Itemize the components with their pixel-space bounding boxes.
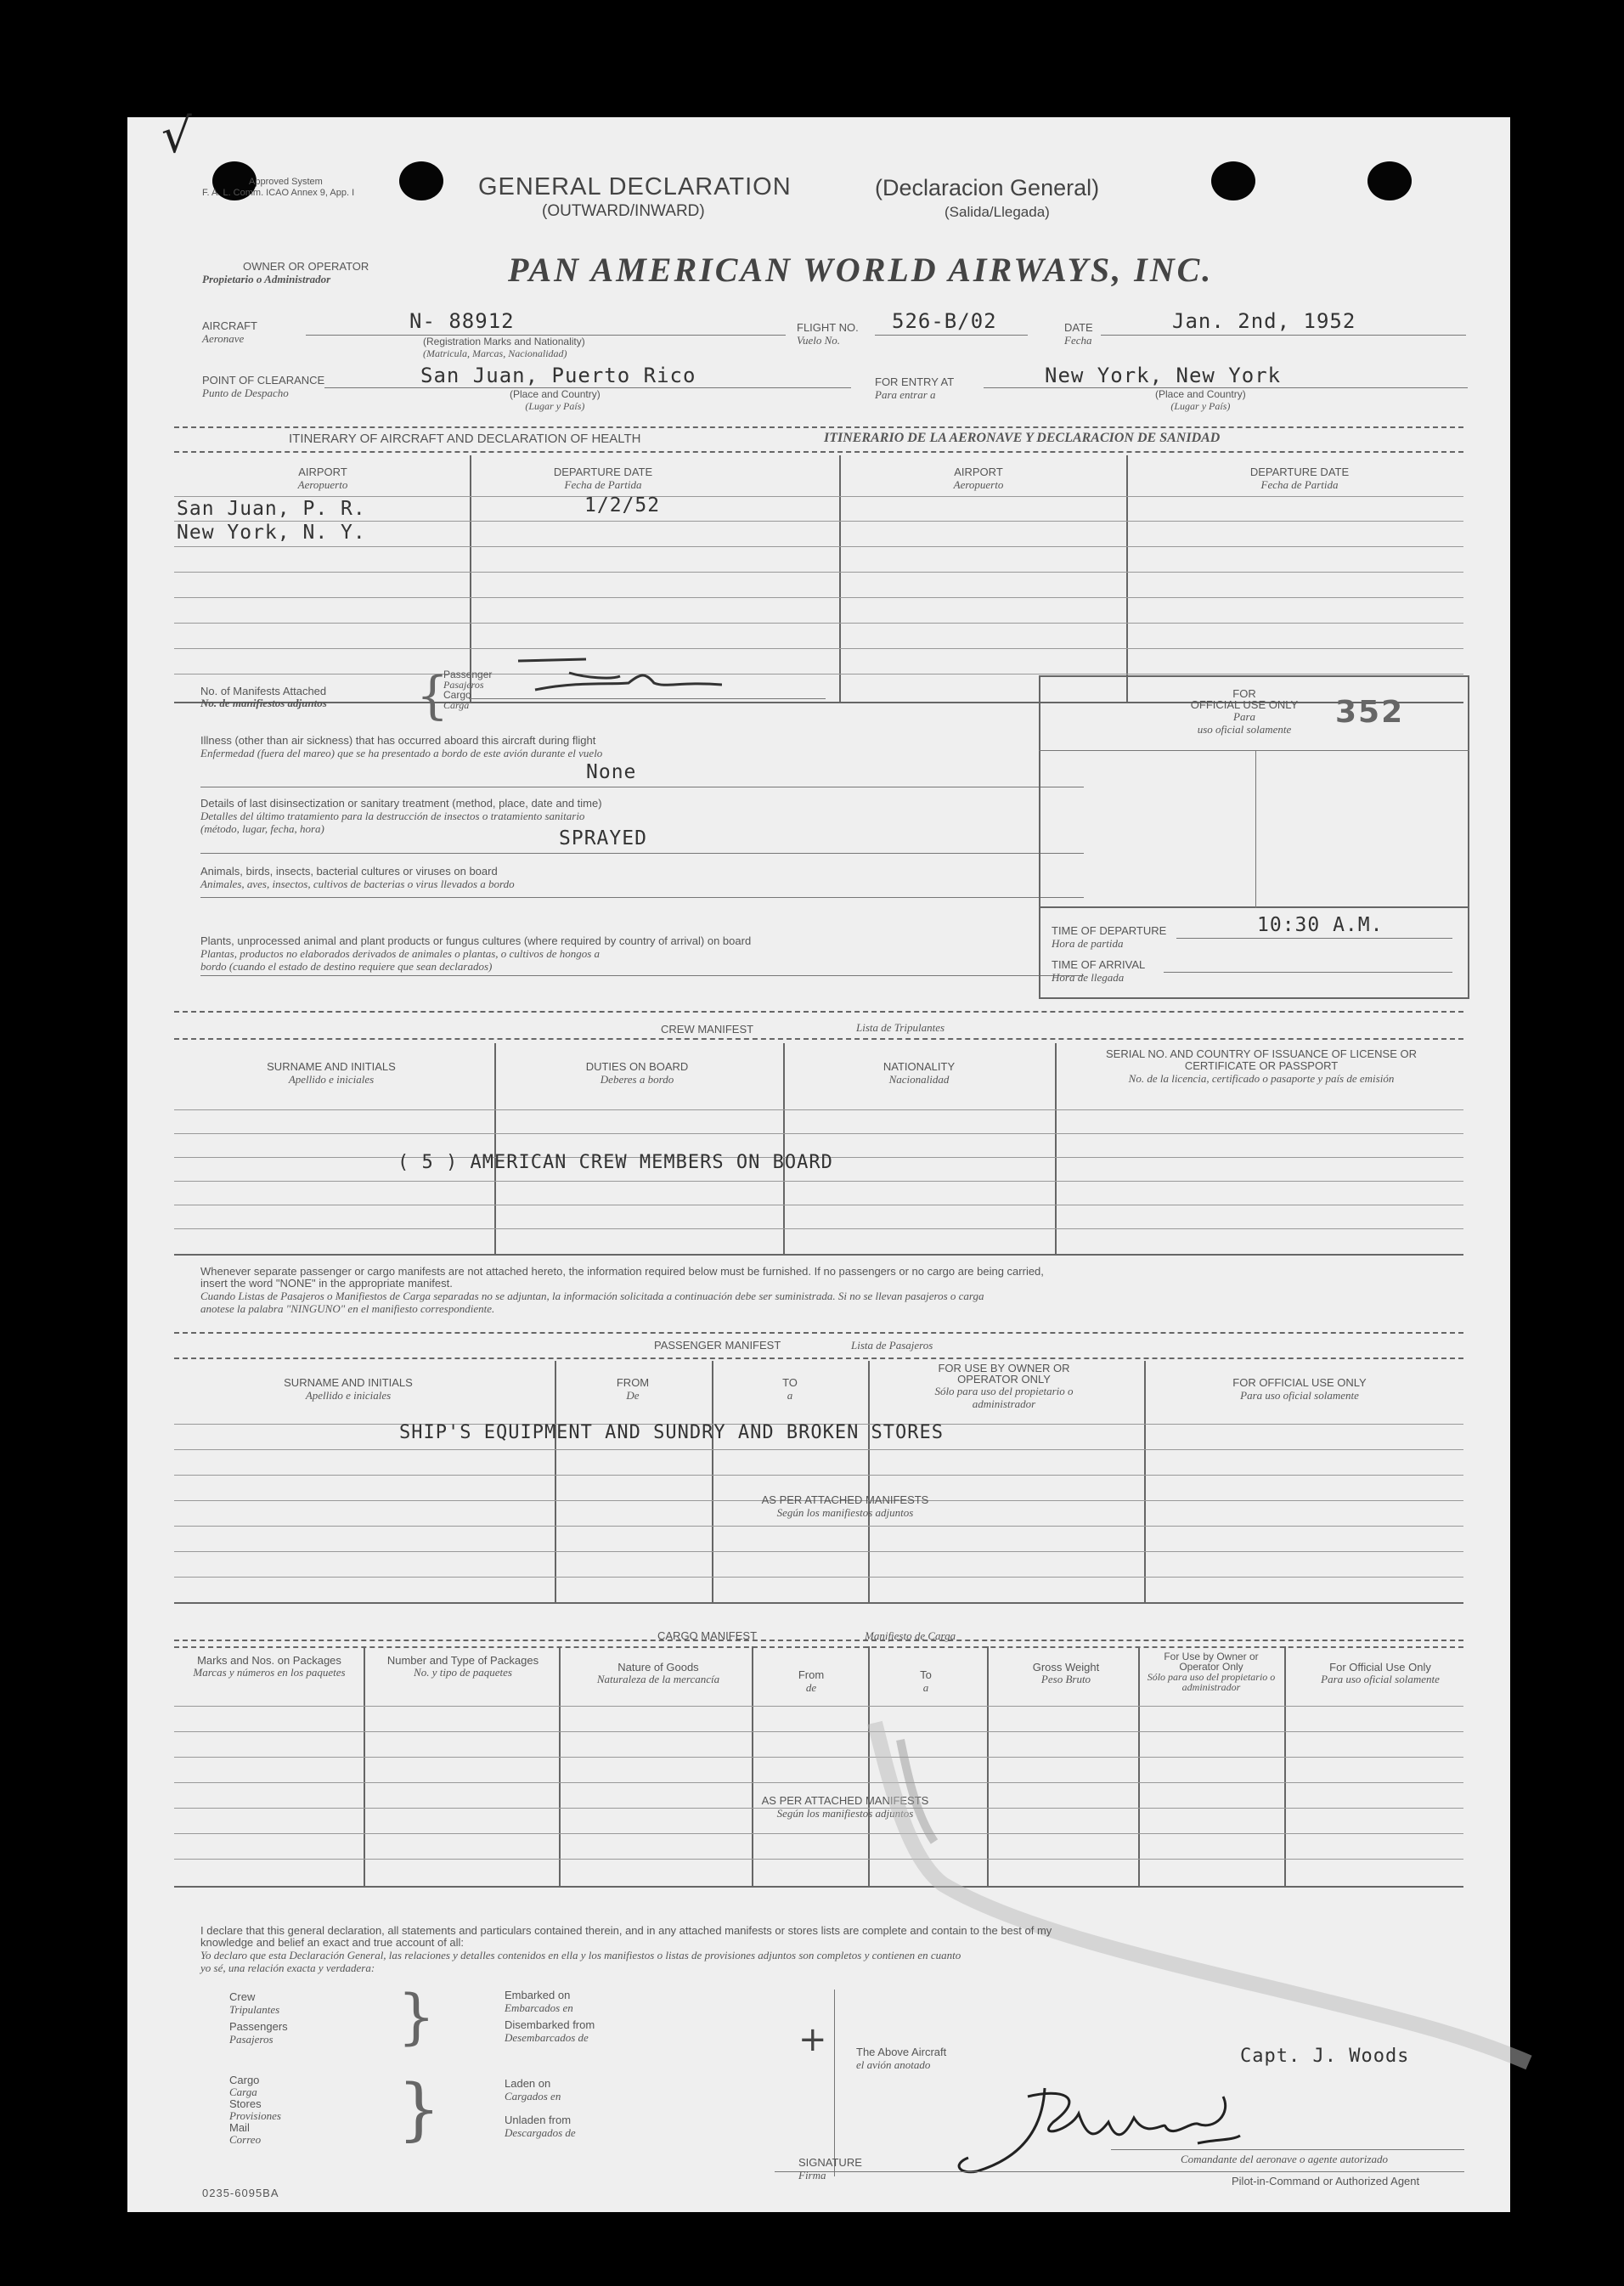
crew-col-duties: DUTIES ON BOARD Deberes a bordo [585, 1060, 689, 1086]
crew-col-serial: SERIAL NO. AND COUNTRY OF ISSUANCE OF LICENSE OR CERTIFICATE OR PASSPORT No. de la licencia, certificado o pasaporte y país de emisión [1106, 1047, 1417, 1085]
passenger-col-to: TO a [782, 1376, 798, 1402]
bracket: } [398, 2069, 441, 2148]
cargo-col-packages: Number and Type of Packages No. y tipo de paquetes [386, 1654, 539, 1679]
aircraft-value: N- 88912 [409, 309, 515, 333]
crew-manifest-header: CREW MANIFEST [661, 1023, 754, 1036]
owner-label: OWNER OR OPERATOR Propietario o Administrador [202, 260, 369, 285]
animals-label: Animals, birds, insects, bacterial cultures or viruses on board Animales, aves, insectos, cultivos de bacterias o virus llevados a bordo [200, 865, 515, 890]
manifest-notice: Whenever separate passenger or cargo manifests are not attached hereto, the information required below must be furnished. If no passengers or no cargo are being carried, insert the word "NONE" in the appropriate manifest. Cuando Listas de Pasajeros o Manifiestos de Carga separadas no se adjuntan, la información solicitada a continuación debe ser suministrada. Si no se llevan pasajeros o carga anotese la palabra "NINGUNO" en el manifiesto correspondiente. [200, 1265, 1044, 1315]
cargo-col-nature: Nature of Goods Naturaleza de la mercancía [596, 1661, 720, 1685]
manifests-kinds: Passenger Pasajeros Cargo Carga [443, 669, 493, 711]
form-title: GENERAL DECLARATION [478, 173, 792, 200]
arrival-time-label: TIME OF ARRIVAL Hora de llegada [1052, 958, 1146, 984]
summary-people: Crew Tripulantes Passengers Pasajeros [229, 1990, 288, 2046]
itinerary-col-airport-2: AIRPORT Aeropuerto [953, 466, 1004, 491]
cargo-manifest-header-spanish: Manifiesto de Carga [865, 1629, 956, 1642]
times-box [1039, 908, 1469, 999]
official-use-label: FOR OFFICIAL USE ONLY Para uso oficial solamente [1190, 687, 1299, 736]
summary-goods: Cargo Carga Stores Provisiones Mail Correo [229, 2074, 281, 2146]
aircraft-label: AIRCRAFT Aeronave [202, 319, 257, 345]
bracket: { [416, 666, 449, 725]
entry-value: New York, New York [1045, 364, 1282, 387]
plants-label: Plants, unprocessed animal and plant products or fungus cultures (where required by country of arrival) on board Plantas, productos no elaborados derivados de animales o plantas, o cultivos de hongos a bordo (cuando el estado de destino requiere que sean declarados) [200, 934, 752, 973]
flight-value: 526-B/02 [892, 309, 997, 333]
departure-time-label: TIME OF DEPARTURE Hora de partida [1052, 924, 1167, 950]
itinerary-header: ITINERARY OF AIRCRAFT AND DECLARATION OF HEALTH [289, 432, 641, 446]
above-aircraft-label: The Above Aircraft el avión anotado [856, 2046, 947, 2071]
form-number: 0235-6095BA [202, 2187, 279, 2199]
cross-mark: + [798, 2020, 827, 2059]
official-use-number: 352 [1335, 695, 1405, 730]
cargo-manifest-header: CARGO MANIFEST [657, 1629, 758, 1642]
passenger-col-owner-use: FOR USE BY OWNER OR OPERATOR ONLY Sólo para uso del propietario o administrador [934, 1362, 1074, 1410]
owner-value: PAN AMERICAN WORLD AIRWAYS, INC. [508, 251, 1214, 289]
disinsect-value: SPRAYED [559, 827, 647, 849]
cargo-col-weight: Gross Weight Peso Bruto [1032, 1661, 1100, 1685]
ink-smudge [858, 1689, 1537, 2080]
captain-name: Capt. J. Woods [1240, 2046, 1410, 2067]
form-subtitle-spanish: (Salida/Llegada) [945, 204, 1050, 220]
summary-embark: Embarked on Embarcados en Disembarked from Desembarcados de [505, 1989, 595, 2044]
passenger-entry: SHIP'S EQUIPMENT AND SUNDRY AND BROKEN STORES [399, 1422, 945, 1443]
crew-manifest-header-spanish: Lista de Tripulantes [856, 1021, 945, 1034]
disinsect-label: Details of last disinsectization or sanitary treatment (method, place, date and time) Detalles del último tratamiento para la destrucción de insectos o tratamiento sanitario (método, lugar, fecha, hora) [200, 797, 602, 835]
punch-hole [399, 161, 443, 200]
approved-system-label: Approved System F. A. L. Comm. ICAO Annex 9, App. I [202, 177, 355, 198]
pilot-in-command-label: Pilot-in-Command or Authorized Agent [1232, 2175, 1420, 2187]
clearance-value: San Juan, Puerto Rico [420, 364, 696, 387]
clearance-label: POINT OF CLEARANCE Punto de Despacho [202, 374, 325, 399]
passenger-attached-note: AS PER ATTACHED MANIFESTS Según los manifiestos adjuntos [761, 1493, 929, 1519]
passenger-col-from: FROM De [616, 1376, 650, 1402]
itinerary-col-airport: AIRPORT Aeropuerto [297, 466, 348, 491]
declaration-form: √ Approved System F. A. L. Comm. ICAO Annex 9, App. I GENERAL DECLARATION (Declaracion General) (OUTWARD/INWARD) (Salida/Llegada) OWNER OR OPERATOR Propietario o Administrador PAN AMERICAN WORLD AIRWAYS, INC. AIRCRAFT Aeronave N- 88912 (Registration Marks and Nationality) (Matricula, Marcas, Nacionalidad) FLIGHT NO. Vuelo No. 526-B/02 DATE Fecha Jan. 2nd, 1952 POINT OF CLEARANCE Punto de Despacho San Juan, Puerto Rico (Place and Country) (Lugar y País) FOR ENTRY AT Para entrar a New York, New York (Place and Country) (Lugar y País) ITINERARY OF AIRCRAFT AND DECLARATION OF HEALTH ITINERARIO DE LA AERONAVE Y DECLARACION DE SANIDAD AIRPORT Aeropuerto DEPARTURE DATE Fecha de Partida AIRPORT Aeropuerto DEPARTURE DATE Fecha de Partida San Juan, P. R. 1/2/52 New York, N. Y. No. of Manifests Attached No. de manifiestos adjuntos { Passenger Pasajeros Cargo Carga Illness (other than air sickness) that has occurred aboard this aircraft during flight Enfermedad (fuera del mareo) que se ha presentado a bordo de este avión durante el vuelo None Details of last disinsectization or sanitary treatment (method, place, date and time) Detalles del último tratamiento para la destrucción de insectos o tratamiento sanitario (método, lugar, fecha, hora) SPRAYED Animals, birds, insects, bacterial cultures or viruses on board Animales, aves, insectos, cultivos de bacterias o virus llevados a bordo Plants, unprocessed animal and plant products or fungus cultures (where required by country of arrival) on board Plantas, productos no elaborados derivados de animales o plantas, o cultivos de hongos a bordo (cuando el estado de destino requiere que sean declarados) FOR OFFICIAL USE ONLY Para uso oficial solamente 352 TIME OF DEPARTURE Hora de partida 10:30 A.M. TIME OF ARRIVAL Hora de llegada CREW MANIFEST Lista de Tripulantes SURNAME AND INITIALS Apellido e iniciales DUTIES ON BOARD Deberes a bordo NATIONALITY Nacionalidad SERIAL NO. AND COUNTRY OF ISSUANCE OF LICENSE OR CERTIFICATE OR PASSPORT No. de la licencia, certificado o pasaporte y país de emisión ( 5 ) AMERICAN CREW MEMBERS ON BOARD Whenever separate passenger or cargo manifests are not attached hereto, the information required below must be furnished. If no passengers or no cargo are being carried, insert the word "NONE" in the appropriate manifest. Cuando Listas de Pasajeros o Manifiestos de Carga separadas no se adjuntan, la información solicitada a continuación debe ser suministrada. Si no se llevan pasajeros o carga anotese la palabra "NINGUNO" en el manifiesto correspondiente. PASSENGER MANIFEST Lista de Pasajeros SURNAME AND INITIALS Apellido e iniciales FROM De TO a FOR USE BY OWNER OR OPERATOR ONLY Sólo para uso del propietario o administrador FOR OFFICIAL USE ONLY Para uso oficial solamente SHIP'S EQUIPMENT AND SUNDRY AND BROKEN STORES AS PER ATTACHED MANIFESTS Según los manifiestos adjuntos CARGO MANIFEST Manifiesto de Carga Marks and Nos. on Packages Marcas y números en los paquetes Number and Type of Packages No. y tipo de paquetes Nature of Goods Naturaleza de la mercancía From de To a Gross Weight Peso Bruto For Use by Owner or Operator Only Sólo para uso del propietario o administrador For Official Use Only Para uso oficial solamente AS PER ATTACHED MANIFESTS Según los manifiestos adjuntos I declare that this general declaration, all statements and particulars contained therein, and in any attached manifests or stores lists are complete and contain to the best of my knowledge and belief an exact and true account of all: Yo declaro que esta Declaración General, las relaciones y detalles contenidos en ella y los manifiestos o listas de provisiones adjuntos son completos y contienen en cuanto yo sé, una relación exacta y verdadera: Crew Tripulantes Passengers Pasajeros } Embarked on Embarcados en Disembarked from Desembarcados de Cargo Carga Stores Provisiones Mail Correo } Laden on Cargados en Unladen from Descargados de + The Above Aircraft el avión anotado Capt. J. Woods Comandante del aeronave o agente autorizado SIGNATURE Firma Pilot-in-Command or Authorized Agent 0235-6095BA [127, 117, 1510, 2212]
date-value: Jan. 2nd, 1952 [1172, 309, 1356, 333]
itinerary-row1-date: 1/2/52 [584, 494, 661, 516]
cargo-col-owner-use: For Use by Owner or Operator Only Sólo para uso del propietario o administrador [1147, 1651, 1276, 1693]
check-mark: √ [161, 109, 192, 164]
crew-col-nationality: NATIONALITY Nacionalidad [882, 1060, 956, 1086]
passenger-manifest-header-spanish: Lista de Pasajeros [851, 1339, 933, 1352]
passenger-col-official-use: FOR OFFICIAL USE ONLY Para uso oficial solamente [1232, 1376, 1367, 1402]
crew-entry: ( 5 ) AMERICAN CREW MEMBERS ON BOARD [398, 1152, 833, 1173]
itinerary-row1-airport: San Juan, P. R. [177, 498, 366, 520]
passenger-manifest-header: PASSENGER MANIFEST [654, 1339, 781, 1352]
pilot-in-command-label-spanish: Comandante del aeronave o agente autorizado [1181, 2153, 1388, 2165]
clearance-note: (Place and Country) (Lugar y País) [510, 388, 601, 412]
itinerary-header-spanish: ITINERARIO DE LA AERONAVE Y DECLARACION DE SANIDAD [824, 431, 1221, 445]
declaration-text: I declare that this general declaration, all statements and particulars contained therein, and in any attached manifests or stores lists are complete and contain to the best of my knowledge and belief an exact and true account of all: Yo declaro que esta Declaración General, las relaciones y detalles contenidos en ella y los manifiestos o listas de provisiones adjuntos son completos y contienen en cuanto yo sé, una relación exacta y verdadera: [200, 1924, 1052, 1974]
crew-col-surname: SURNAME AND INITIALS Apellido e iniciales [267, 1060, 396, 1086]
manifests-scribble [484, 647, 722, 698]
itinerary-col-date-2: DEPARTURE DATE Fecha de Partida [1249, 466, 1350, 491]
cargo-col-to: To a [920, 1668, 932, 1694]
illness-label: Illness (other than air sickness) that has occurred aboard this aircraft during flight Enfermedad (fuera del mareo) que se ha presentado a bordo de este avión durante el vuelo [200, 734, 603, 759]
cargo-attached-note: AS PER ATTACHED MANIFESTS Según los manifiestos adjuntos [761, 1794, 929, 1820]
itinerary-row2-airport: New York, N. Y. [177, 522, 366, 544]
form-subtitle: (OUTWARD/INWARD) [542, 202, 705, 220]
aircraft-note: (Registration Marks and Nationality) (Matricula, Marcas, Nacionalidad) [423, 336, 585, 359]
flight-label: FLIGHT NO. Vuelo No. [797, 321, 859, 347]
passenger-col-surname: SURNAME AND INITIALS Apellido e iniciales [284, 1376, 413, 1402]
summary-laden: Laden on Cargados en Unladen from Descargados de [505, 2077, 576, 2139]
signature-label: SIGNATURE Firma [798, 2156, 862, 2182]
entry-note: (Place and Country) (Lugar y País) [1155, 388, 1246, 412]
cargo-col-marks: Marks and Nos. on Packages Marcas y números en los paquetes [193, 1654, 346, 1679]
cargo-col-official-use: For Official Use Only Para uso oficial solamente [1321, 1661, 1440, 1685]
form-title-spanish: (Declaracion General) [875, 175, 1100, 200]
departure-time-value: 10:30 A.M. [1257, 914, 1384, 936]
date-label: DATE Fecha [1064, 321, 1093, 347]
itinerary-col-date: DEPARTURE DATE Fecha de Partida [553, 466, 653, 491]
illness-value: None [586, 761, 637, 783]
cargo-col-from: From de [798, 1668, 825, 1694]
punch-hole [1367, 161, 1412, 200]
bracket: } [398, 1982, 436, 2052]
punch-hole [1211, 161, 1255, 200]
entry-label: FOR ENTRY AT Para entrar a [875, 375, 955, 401]
